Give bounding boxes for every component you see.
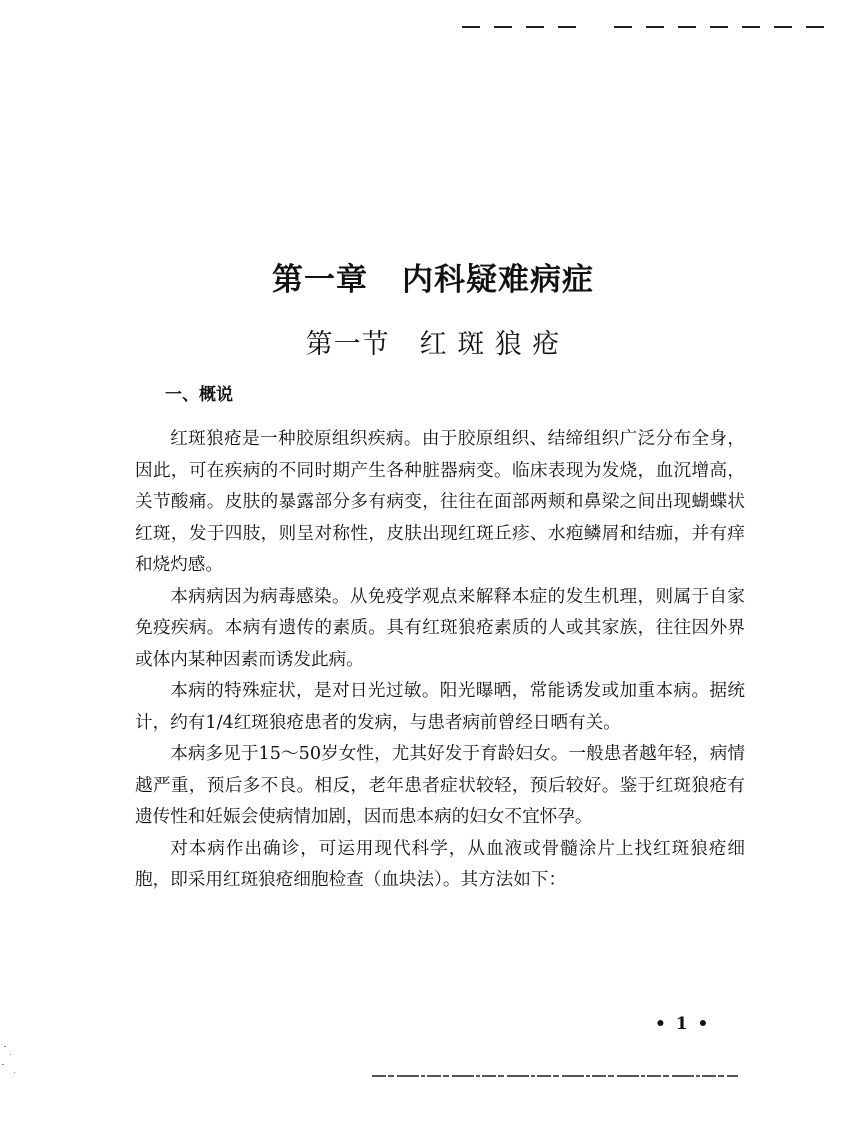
- section-title: [0, 322, 866, 361]
- scan-specks: [0, 1040, 40, 1080]
- paragraph-5: 对本病作出确诊，可运用现代科学，从血液或骨髓涂片上找红斑狼疮细胞，即采用红斑狼疮细胞检查（血块法）。其方法如下：: [135, 838, 745, 890]
- paragraph-2: 本病病因为病毒感染。从免疫学观点来解释本症的发生机理，则属于自家免疫疾病。本病有遗传的素质。具有红斑狼疮素质的人或其家族，往往因外界或体内某种因素而诱发此病。: [135, 586, 745, 670]
- body-text: [135, 424, 745, 897]
- chapter-title: [0, 254, 866, 299]
- subheading-overview: 一、概说: [165, 385, 233, 405]
- section-name: 红 斑 狼 疮: [419, 329, 561, 360]
- top-dashed-rule: [462, 20, 842, 34]
- paragraph-1: 红斑狼疮是一种胶原组织疾病。由于胶原组织、结缔组织广泛分布全身，因此，可在疾病的不同时期产生各种脏器病变。临床表现为发烧，血沉增高，关节酸痛。皮肤的暴露部分多有病变，往往在面部两颊和鼻梁之间出现蝴蝶状红斑，发于四肢，则呈对称性，皮肤出现红斑丘疹、水疱鳞屑和结痂，并有痒和烧灼感。: [135, 429, 745, 575]
- chapter-prefix: 第一章: [272, 262, 368, 298]
- paragraph-4: 本病多见于15～50岁女性，尤其好发于育龄妇女。一般患者越年轻，病情越严重，预后多不良。相反，老年患者症状较轻，预后较好。鉴于红斑狼疮有遗传性和妊娠会使病情加剧，因而患本病的妇女不宜怀孕。: [135, 744, 745, 827]
- page-number: • 1 •: [655, 1014, 711, 1034]
- chapter-name: 内科疑难病症: [402, 262, 594, 298]
- section-prefix: 第一节: [305, 329, 390, 360]
- paragraph-3: 本病的特殊症状，是对日光过敏。阳光曝晒，常能诱发或加重本病。据统计，约有1/4红斑狼疮患者的发病，与患者病前曾经日晒有关。: [135, 681, 745, 733]
- bottom-scan-rule: [372, 1074, 738, 1079]
